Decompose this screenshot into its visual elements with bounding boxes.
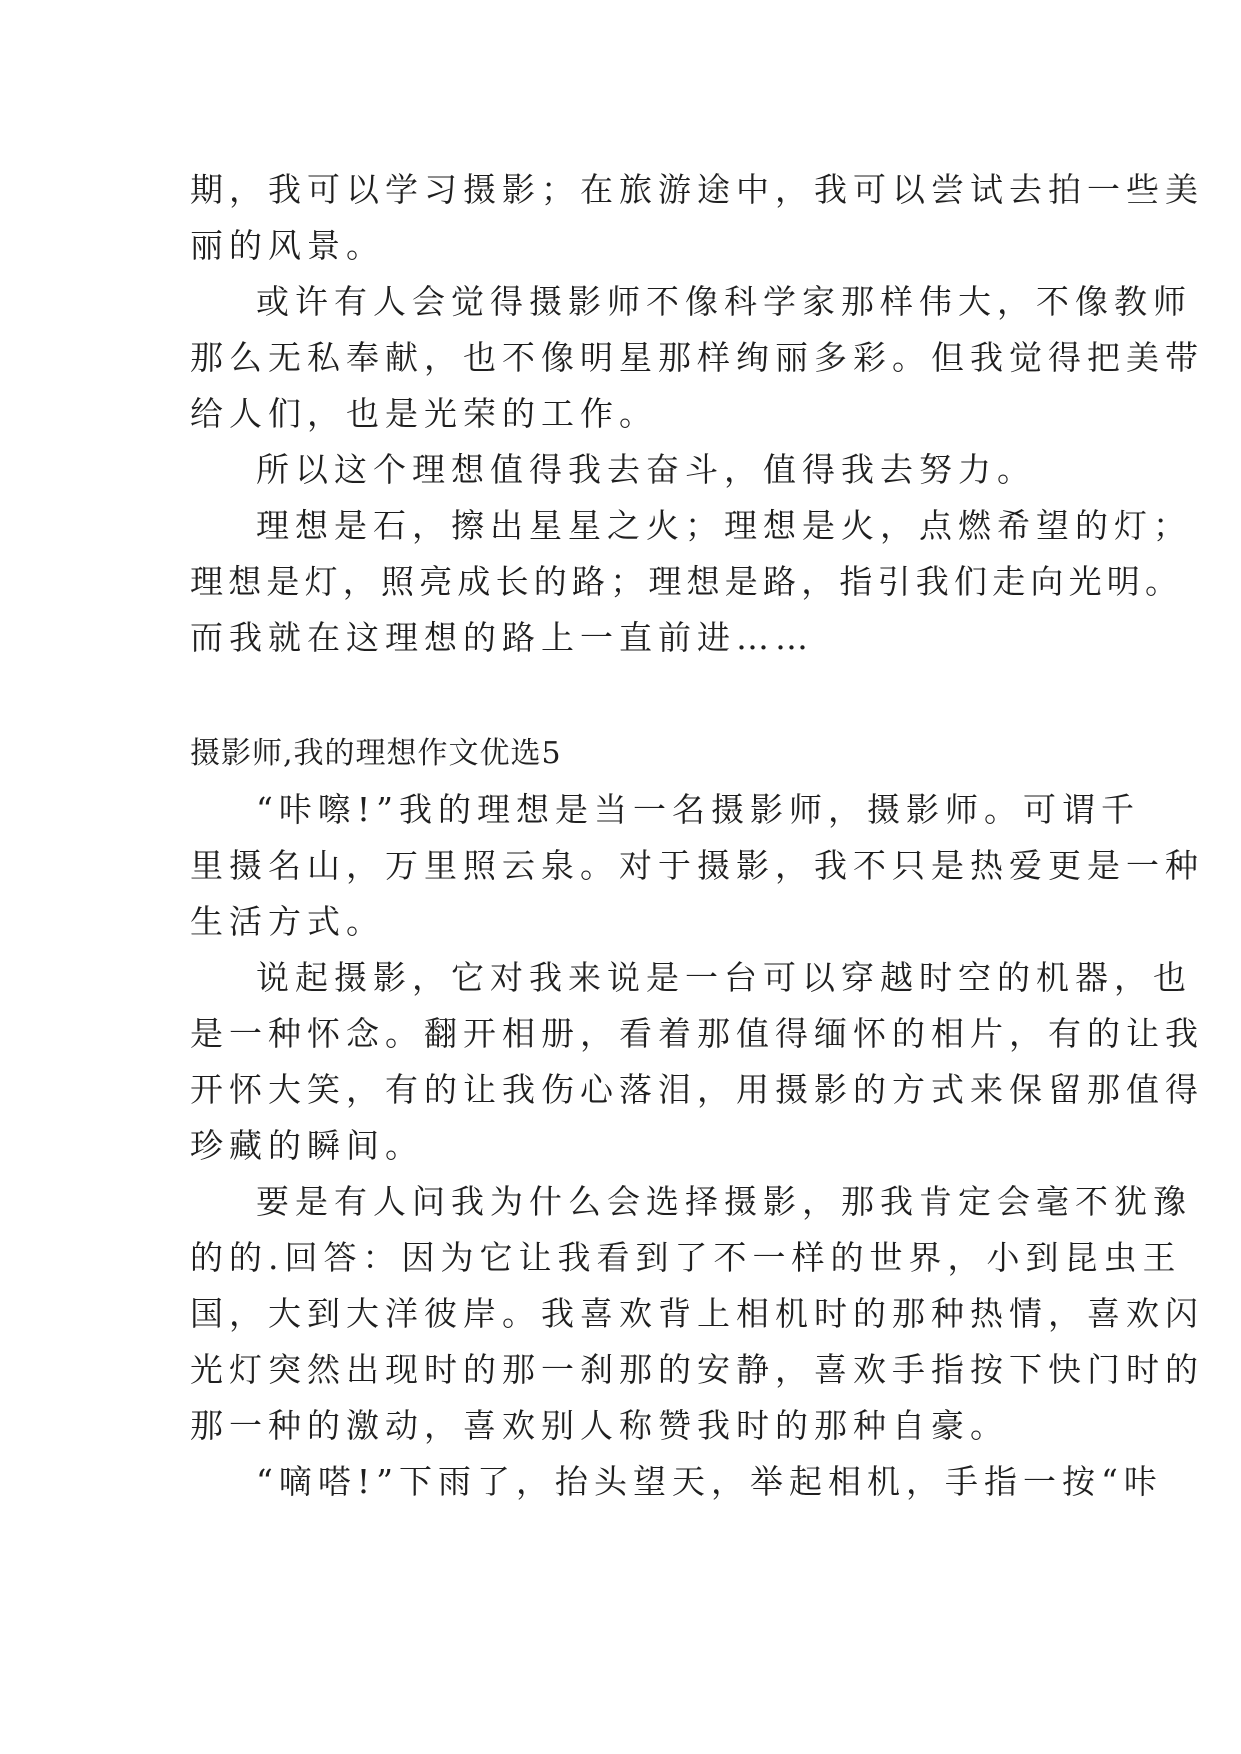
paragraph-line: 理想是灯，照亮成长的路；理想是路，指引我们走向光明。 (190, 562, 1184, 601)
paragraph-line: 的的.回答：因为它让我看到了不一样的世界，小到昆虫王 (190, 1238, 1182, 1277)
paragraph-line: 那么无私奉献，也不像明星那样绚丽多彩。但我觉得把美带 (190, 338, 1204, 377)
paragraph-line: “咔嚓!”我的理想是当一名摄影师，摄影师。可谓千 (256, 790, 1141, 829)
paragraph-line: 理想是石，擦出星星之火；理想是火，点燃希望的灯； (256, 506, 1192, 545)
paragraph-line: 开怀大笑，有的让我伤心落泪，用摄影的方式来保留那值得 (190, 1070, 1204, 1109)
paragraph-line: 要是有人问我为什么会选择摄影，那我肯定会毫不犹豫 (256, 1182, 1192, 1221)
paragraph-line: 光灯突然出现时的那一刹那的安静，喜欢手指按下快门时的 (190, 1350, 1204, 1389)
paragraph-line: 或许有人会觉得摄影师不像科学家那样伟大，不像教师 (256, 282, 1192, 321)
paragraph-line: 里摄名山，万里照云泉。对于摄影，我不只是热爱更是一种 (190, 846, 1204, 885)
paragraph-line: 而我就在这理想的路上一直前进…… (190, 618, 814, 657)
paragraph-line: 那一种的激动，喜欢别人称赞我时的那种自豪。 (190, 1406, 1009, 1445)
paragraph-line: “嘀嗒!”下雨了，抬头望天，举起相机，手指一按“咔 (256, 1462, 1163, 1501)
paragraph-line: 生活方式。 (190, 902, 385, 941)
paragraph-line: 是一种怀念。翻开相册，看着那值得缅怀的相片，有的让我 (190, 1014, 1204, 1053)
paragraph-line: 所以这个理想值得我去奋斗，值得我去努力。 (256, 450, 1036, 489)
paragraph-line: 丽的风景。 (190, 226, 385, 265)
paragraph-line: 期，我可以学习摄影；在旅游途中，我可以尝试去拍一些美 (190, 170, 1204, 209)
paragraph-line: 珍藏的瞬间。 (190, 1126, 424, 1165)
paragraph-line: 给人们，也是光荣的工作。 (190, 394, 658, 433)
paragraph-line: 说起摄影，它对我来说是一台可以穿越时空的机器，也 (256, 958, 1192, 997)
section-heading: 摄影师,我的理想作文优选5 (190, 736, 562, 771)
paragraph-line: 国，大到大洋彼岸。我喜欢背上相机时的那种热情，喜欢闪 (190, 1294, 1204, 1333)
